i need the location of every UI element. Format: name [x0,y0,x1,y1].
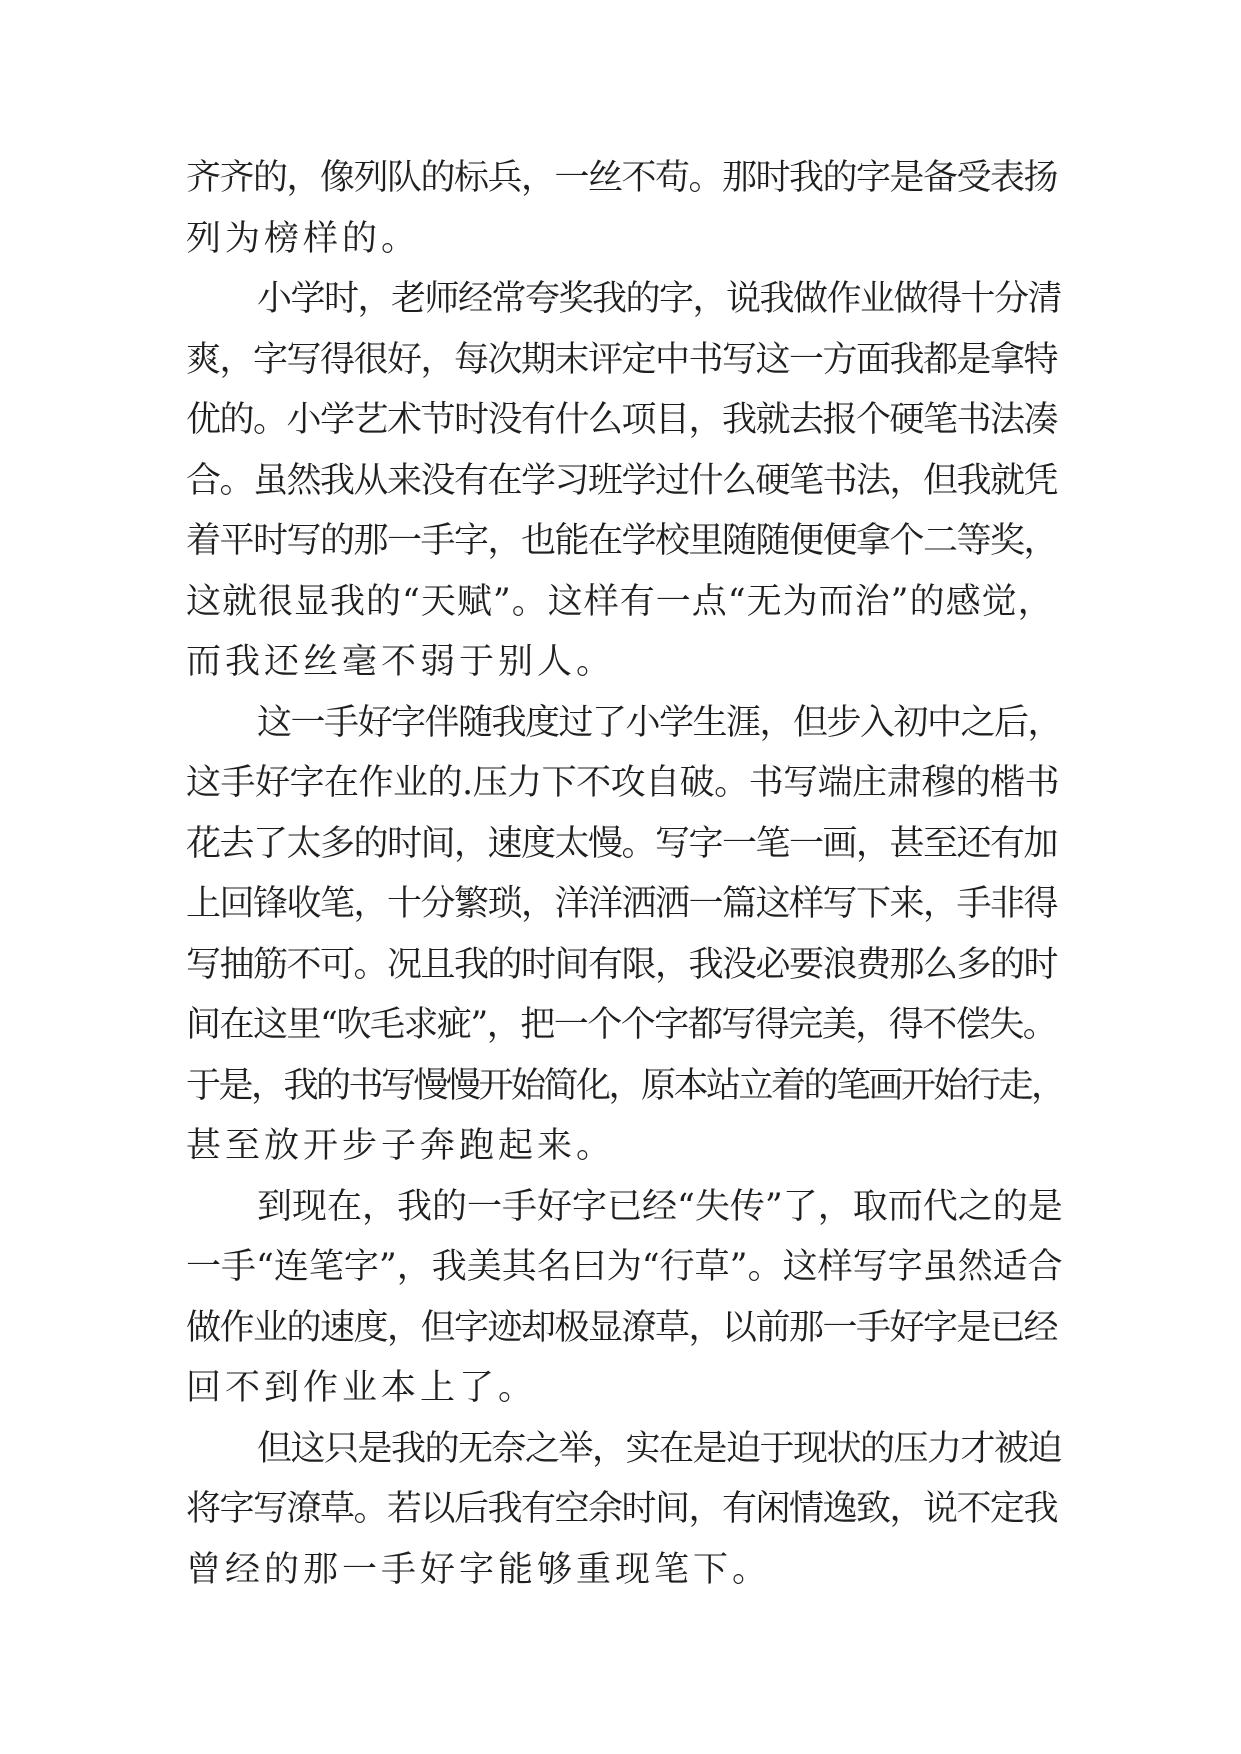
text-line: 做作业的速度，但字迹却极显潦草，以前那一手好字是已经 [186,1307,1058,1348]
text-line: 爽，字写得很好，每次期末评定中书写这一方面我都是拿特 [186,339,1058,380]
text-line: 小学时，老师经常夸奖我的字，说我做作业做得十分清 [257,279,1062,319]
text-line: 到现在，我的一手好字已经“失传”了，取而代之的是 [257,1186,1063,1227]
text-line: 曾经的那一手好字能够重现笔下。 [186,1549,772,1590]
essay-body [186,148,1066,1600]
text-line: 间在这里“吹毛求疵”，把一个个字都写得完美，得不偿失。 [186,1005,1057,1045]
text-line: 回不到作业本上了。 [186,1368,538,1408]
text-line: 这手好字在作业的.压力下不攻自破。书写端庄肃穆的楷书 [186,763,1060,803]
text-line: 写抽筋不可。况且我的时间有限，我没必要浪费那么多的时 [186,944,1058,985]
text-line: 这一手好字伴随我度过了小学生涯，但步入初中之后， [257,702,1062,743]
text-line: 着平时写的那一手字，也能在学校里随随便便拿个二等奖， [186,521,1058,561]
text-line: 列为榜样的。 [186,218,421,259]
text-line: 花去了太多的时间，速度太慢。写字一笔一画，甚至还有加 [186,823,1058,864]
text-line: 而我还丝毫不弱于别人。 [186,642,616,682]
text-line: 齐齐的，像列队的标兵，一丝不苟。那时我的字是备受表扬 [186,158,1058,198]
text-line: 将字写潦草。若以后我有空余时间，有闲情逸致，说不定我 [186,1489,1058,1529]
text-line: 甚至放开步子奔跑起来。 [186,1126,616,1166]
text-line: 上回锋收笔，十分繁琐，洋洋洒洒一篇这样写下来，手非得 [186,884,1058,924]
text-line: 于是，我的书写慢慢开始简化，原本站立着的笔画开始行走， [186,1065,1064,1106]
text-line: 但这只是我的无奈之举，实在是迫于现状的压力才被迫 [257,1428,1062,1469]
text-line: 合。虽然我从来没有在学习班学过什么硬笔书法，但我就凭 [186,460,1058,501]
text-line: 优的。小学艺术节时没有什么项目，我就去报个硬笔书法凑 [186,400,1058,440]
text-line: 这就很显我的“天赋”。这样有一点“无为而治”的感觉， [186,581,1054,622]
text-line: 一手“连笔字”，我美其名曰为“行草”。这样写字虽然适合 [186,1247,1063,1287]
